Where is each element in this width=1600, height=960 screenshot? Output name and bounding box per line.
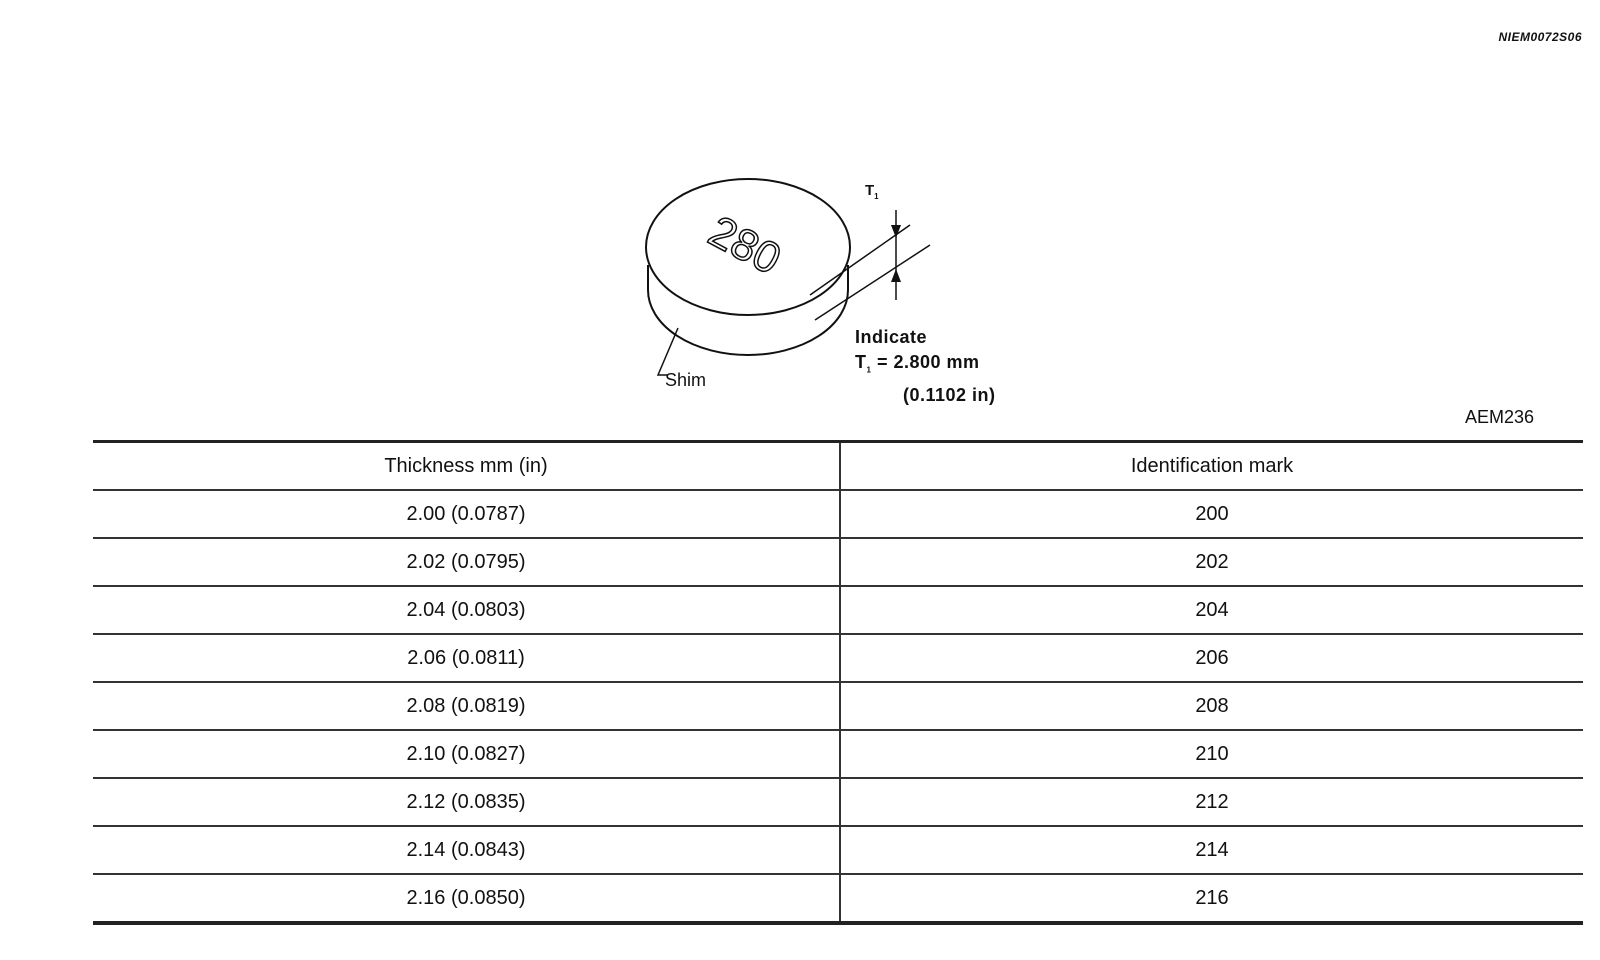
thickness-cell: 2.12 (0.0835) bbox=[93, 778, 840, 826]
reference-code: NIEM0072S06 bbox=[1498, 30, 1582, 44]
table-row bbox=[93, 874, 1583, 923]
header-thickness: Thickness mm (in) bbox=[93, 442, 840, 491]
table-row bbox=[93, 682, 1583, 730]
table-row bbox=[93, 490, 1583, 538]
table-row bbox=[93, 538, 1583, 586]
t1-label: $T_1$ bbox=[865, 182, 879, 201]
table-row bbox=[93, 730, 1583, 778]
mark-cell: 208 bbox=[840, 682, 1583, 730]
indicate-title: Indicate bbox=[855, 327, 928, 347]
table-row bbox=[93, 634, 1583, 682]
header-identification-mark: Identification mark bbox=[840, 442, 1583, 491]
thickness-cell: 2.02 (0.0795) bbox=[93, 538, 840, 586]
mark-cell: 204 bbox=[840, 586, 1583, 634]
shim-thickness-table bbox=[93, 440, 1583, 925]
thickness-cell: 2.14 (0.0843) bbox=[93, 826, 840, 874]
mark-cell: 212 bbox=[840, 778, 1583, 826]
shim-diagram bbox=[640, 170, 1040, 405]
table-row bbox=[93, 586, 1583, 634]
figure-id: AEM236 bbox=[1464, 407, 1534, 427]
table-row bbox=[93, 778, 1583, 826]
mark-cell: 216 bbox=[840, 874, 1583, 923]
table-row bbox=[93, 826, 1583, 874]
shim-mark-text: 280 bbox=[700, 206, 789, 285]
thickness-cell: 2.16 (0.0850) bbox=[93, 874, 840, 923]
mark-cell: 214 bbox=[840, 826, 1583, 874]
table-header-row bbox=[93, 442, 1583, 491]
mark-cell: 200 bbox=[840, 490, 1583, 538]
thickness-cell: 2.00 (0.0787) bbox=[93, 490, 840, 538]
thickness-cell: 2.06 (0.0811) bbox=[93, 634, 840, 682]
mark-cell: 210 bbox=[840, 730, 1583, 778]
thickness-cell: 2.10 (0.0827) bbox=[93, 730, 840, 778]
mark-cell: 202 bbox=[840, 538, 1583, 586]
indicate-annotation bbox=[855, 325, 996, 408]
t1-spec: $T_1 = 2.800$ mm bbox=[855, 352, 980, 375]
thickness-cell: 2.04 (0.0803) bbox=[93, 586, 840, 634]
t1-spec-inches: (0.1102 in) bbox=[903, 384, 996, 405]
mark-cell: 206 bbox=[840, 634, 1583, 682]
shim-label: Shim bbox=[665, 370, 707, 390]
thickness-cell: 2.08 (0.0819) bbox=[93, 682, 840, 730]
